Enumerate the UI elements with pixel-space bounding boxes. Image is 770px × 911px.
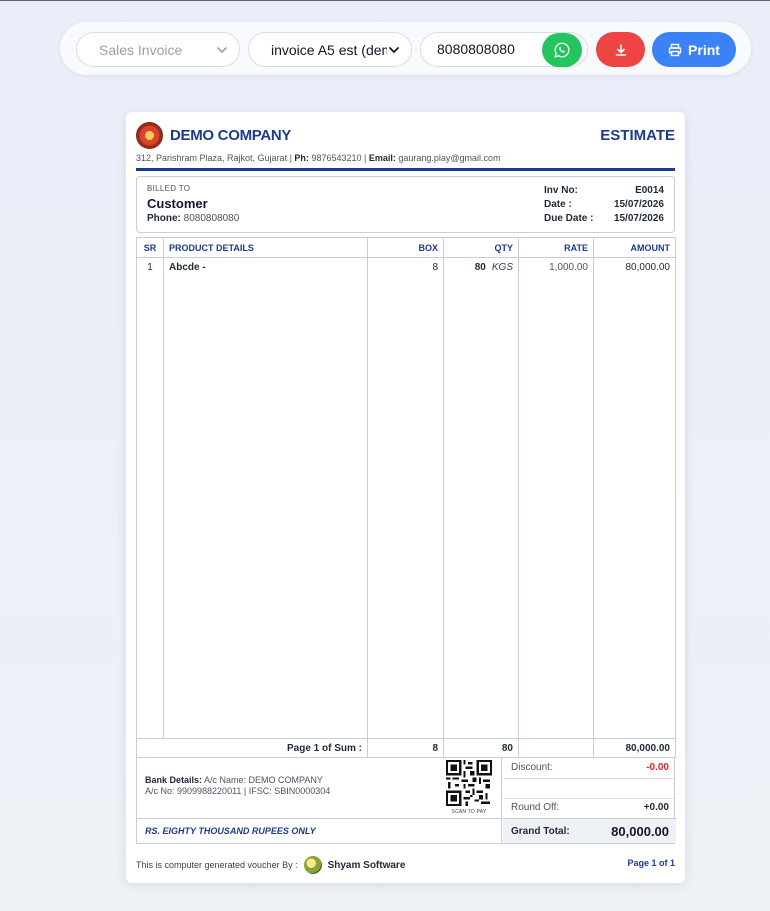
company-email: gaurang.play@gmail.com [398, 153, 501, 163]
item-rate: 1,000.00 [519, 258, 594, 278]
discount-label: Discount: [511, 762, 553, 773]
date-value: 15/07/2026 [613, 199, 664, 210]
items-table [136, 237, 676, 758]
col-qty: QTY [444, 238, 519, 258]
shyam-software-logo [304, 856, 322, 874]
col-sr: SR [137, 238, 164, 258]
invoice-preview [126, 112, 685, 883]
company-address-line: 312, Parishram Plaza, Rajkot, Gujarat | Ph: 9876543210 | Email: gaurang.play@gmail.com [136, 153, 501, 163]
customer-phone: 8080808080 [183, 213, 240, 224]
generated-by-line [136, 856, 405, 874]
invoice-meta-values [614, 184, 664, 226]
company-logo [136, 122, 163, 149]
inv-no-value: E0014 [635, 185, 664, 196]
grand-total-value: 80,000.00 [611, 824, 669, 839]
email-label: Email: [368, 153, 396, 163]
round-off-row [503, 802, 676, 818]
bank-line-2: A/c No: 9909988220011 | IFSC: SBIN0000304 [145, 786, 331, 796]
company-address: 312, Parishram Plaza, Rajkot, Gujarat [136, 153, 288, 163]
item-sr: 1 [137, 258, 164, 278]
inv-no-label: Inv No: [544, 185, 578, 196]
bank-label: Bank Details: [145, 775, 203, 785]
document-type: ESTIMATE [600, 127, 675, 144]
customer-phone-line [147, 213, 239, 224]
company-name: DEMO COMPANY [170, 127, 292, 144]
sum-amount: 80,000.00 [594, 739, 676, 758]
phone-label: Ph: [294, 153, 309, 163]
software-name: Shyam Software [327, 859, 406, 871]
item-unit: KGS [491, 262, 513, 274]
col-rate: RATE [519, 238, 594, 258]
item-amount: 80,000.00 [594, 258, 676, 278]
col-product: PRODUCT DETAILS [164, 238, 368, 258]
chevron-down-icon [215, 43, 229, 57]
col-box: BOX [368, 238, 444, 258]
whatsapp-phone-input[interactable] [437, 41, 533, 57]
date-label: Date : [544, 199, 572, 210]
page-number: Page 1 of 1 [627, 858, 675, 868]
table-header-row [137, 238, 676, 258]
item-product: Abcde - [164, 258, 368, 278]
bank-line-1: A/c Name: DEMO COMPANY [204, 775, 323, 785]
whatsapp-send-button[interactable] [542, 33, 582, 67]
sum-row [137, 739, 676, 758]
grand-total-label: Grand Total: [511, 826, 570, 837]
col-amount: AMOUNT [594, 238, 676, 258]
scan-to-pay-label: SCAN TO PAY [451, 809, 487, 815]
discount-row [503, 762, 676, 778]
round-off-value: +0.00 [643, 802, 669, 813]
template-select[interactable] [248, 32, 412, 67]
item-qty-cell [444, 258, 519, 278]
template-value: invoice A5 est (dem [271, 41, 394, 58]
whatsapp-icon [553, 41, 571, 59]
sum-qty: 80 [444, 739, 519, 758]
voucher-type-value: Sales Invoice [99, 41, 183, 58]
print-label: Print [688, 41, 720, 58]
chevron-down-icon [387, 43, 401, 57]
customer-name: Customer [147, 196, 208, 211]
invoice-meta-labels [544, 184, 593, 226]
grand-total-row [503, 818, 676, 843]
invoice-footer [136, 758, 675, 844]
qr-code [446, 760, 492, 806]
download-button[interactable] [596, 32, 645, 67]
printer-icon [668, 43, 682, 57]
discount-value: -0.00 [646, 762, 669, 773]
table-row [137, 258, 676, 278]
download-icon [614, 43, 628, 57]
generated-by-text: This is computer generated voucher By : [136, 860, 298, 870]
action-toolbar [60, 22, 751, 75]
item-qty: 80 [474, 262, 486, 274]
totals-divider [503, 778, 676, 779]
footer-left [137, 758, 502, 843]
amount-in-words: RS. EIGHTY THOUSAND RUPEES ONLY [137, 818, 502, 843]
sum-label: Page 1 of Sum : [137, 739, 368, 758]
company-phone: 9876543210 [311, 153, 362, 163]
table-blank-space [137, 278, 676, 739]
totals-divider [503, 798, 676, 799]
print-button[interactable] [652, 32, 736, 67]
header-divider [136, 168, 675, 171]
sum-rate-blank [519, 739, 594, 758]
round-off-label: Round Off: [511, 802, 560, 813]
item-box: 8 [368, 258, 444, 278]
due-date-value: 15/07/2026 [613, 213, 664, 224]
due-date-label: Due Date : [544, 213, 594, 224]
sum-box: 8 [368, 739, 444, 758]
customer-phone-label: Phone: [147, 213, 181, 224]
voucher-type-select[interactable] [76, 32, 240, 67]
bank-details [145, 775, 330, 797]
billing-box [136, 176, 675, 233]
billed-to-label: BILLED TO [147, 184, 191, 193]
